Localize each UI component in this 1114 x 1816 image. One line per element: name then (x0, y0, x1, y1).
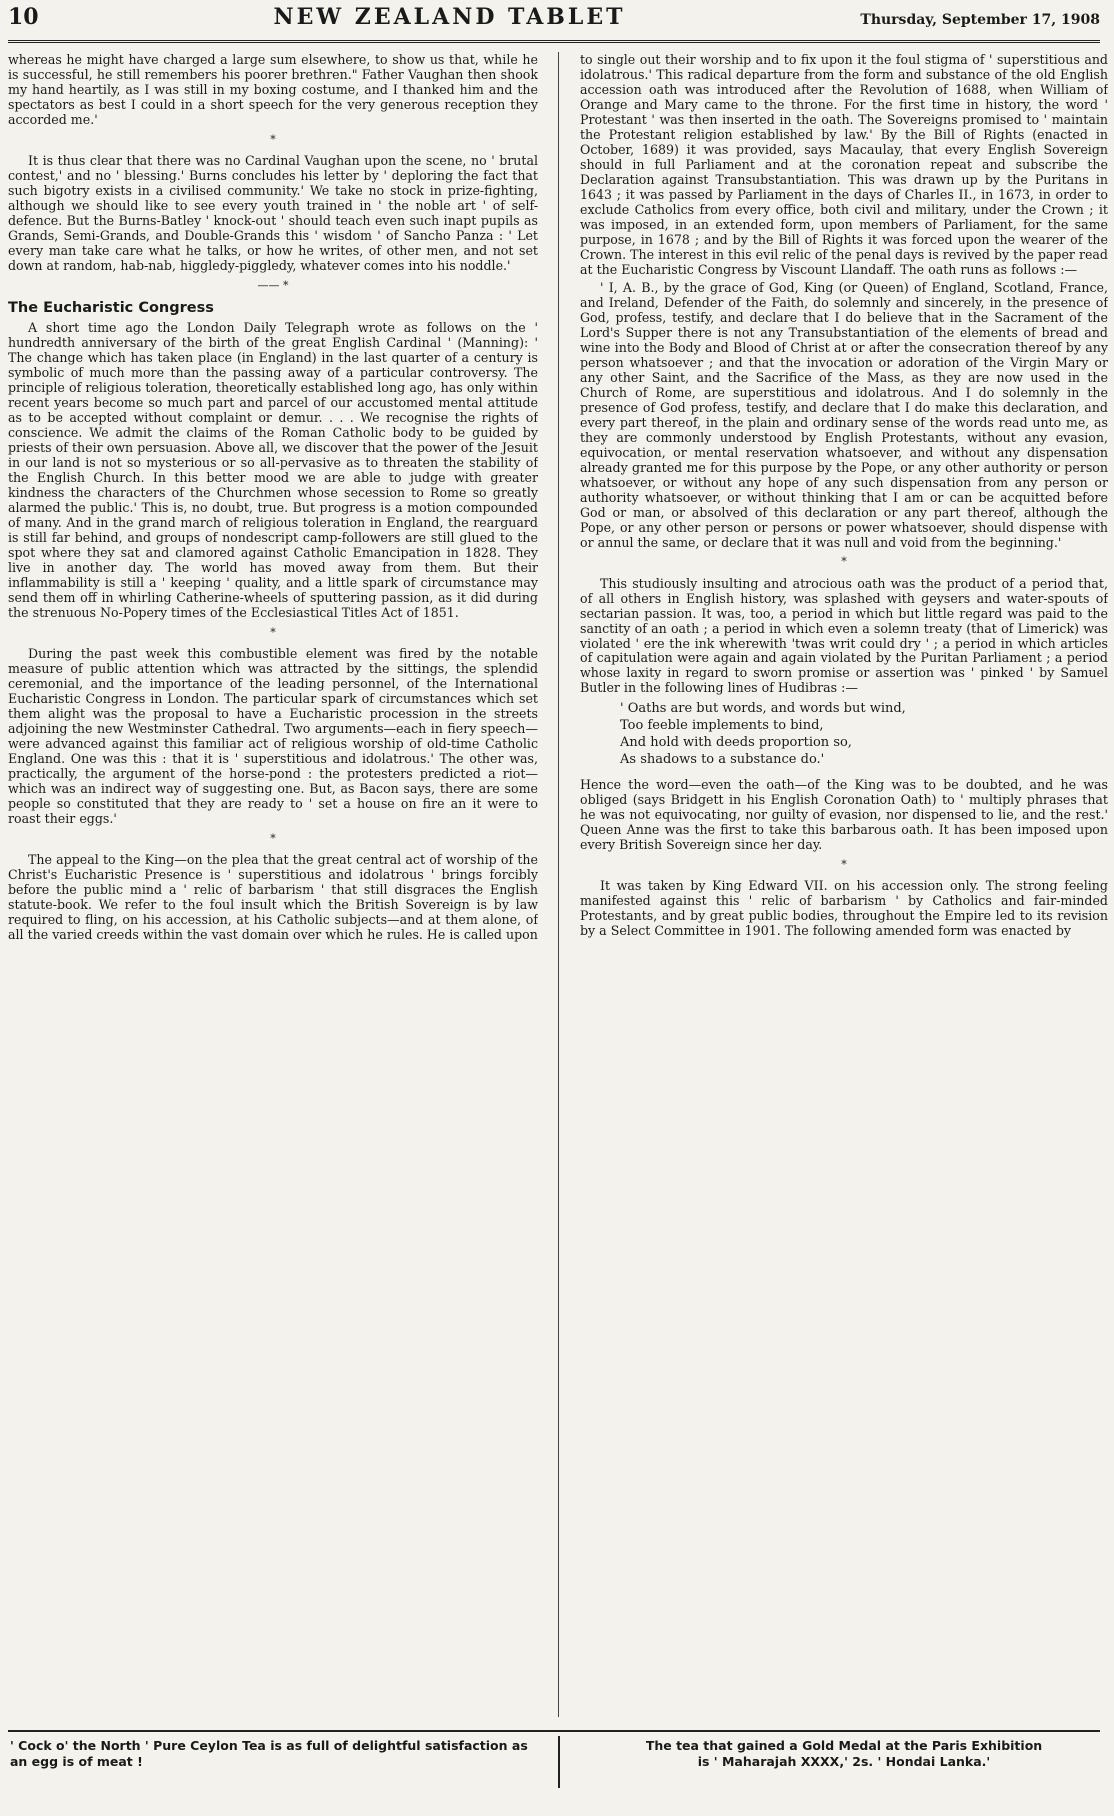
separator-star: * (270, 831, 276, 845)
article-paragraph: During the past week this combustible element was fired by the notable measure of public attention which was attracted by the sittings, the splendid ceremonial, and the importance of the leading personnel, of the International Eucharistic Congress in London. The particular spark of circumstances which set them alight was the proposal to have a Eucharistic procession in the streets adjoining the new Westminster Cathedral. Two arguments—each in fiery speech—were advanced against this familiar act of religious worship of old-time Catholic England. One was this : that it is ' superstitious and idolatrous.' The other was, practically, the argument of the horse-pond : the protesters predicted a riot—which was an indirect way of suggesting one. But, as Bacon says, there are some people so constituted that they are ready to ' set a house on fire an it were to roast their eggs.' (8, 645, 538, 826)
page-number: 10 (8, 4, 39, 30)
tea-advert-right (584, 1738, 1104, 1771)
section-heading: The Eucharistic Congress (8, 299, 214, 316)
verse-line: ' Oaths are but words, and words but wind, (620, 701, 906, 717)
article-paragraph: A short time ago the London Daily Telegraph wrote as follows on the ' hundredth anniversary of the birth of the great English Cardinal ' (Manning): ' The change which has taken place (in England) in the last quarter of a century is symbolic of much more than the passing away of a particular controversy. The principle of religious toleration, theoretically established long ago, has only within recent years become so much part and parcel of our accustomed mental attitude as to be accepted without complaint or demur. . . . We recognise the rights of conscience. We admit the claims of the Roman Catholic body to be guided by priests of their own persuasion. Above all, we discover that the power of the Jesuit in our land is not so mysterious or so all-pervasive as to threaten the stability of the English Church. In this better mood we are able to judge with greater kindness the characters of the Churchmen whose secession to Rome so greatly alarmed the public.' This is, no doubt, true. But progress is a motion compounded of many. And in the grand march of religious toleration in England, the rearguard is still far behind, and groups of nondescript camp-followers are still glued to the spot where they sat and clamored against Catholic Emancipation in 1828. They live in another day. The world has moved away from them. But their inflammability is still a ' keeping ' quality, and a little spark of circumstance may send them off in whirling Catherine-wheels of sputtering passion, as it did during the strenuous No-Popery times of the Ecclesiastical Titles Act of 1851. (8, 320, 538, 620)
publication-title: NEW ZEALAND TABLET (273, 4, 626, 30)
article-paragraph: to single out their worship and to fix upon it the foul stigma of ' superstitious and idolatrous.' This radical departure from the form and substance of the old English accession oath was introduced after the Revolution of 1688, when William of Orange and Mary came to the throne. For the first time in history, the word ' Protestant ' was then inserted in the oath. The Sovereigns promised to ' maintain the Protestant religion established by law.' By the Bill of Rights (enacted in October, 1689) it was provided, says Macaulay, that every English Sovereign should in full Parliament and at the coronation repeat and subscribe the Declaration against Transubstantiation. This was drawn up by the Puritans in 1643 ; it was passed by Parliament in the days of Charles II., in 1673, in order to exclude Catholics from every office, both civil and military, under the Crown ; it was imposed, in an extended form, upon members of Parliament, for the same purpose, in 1678 ; and by the Bill of Rights it was forced upon the wearer of the Crown. The interest in this evil relic of the penal days is revived by the paper read at the Eucharistic Congress by Viscount Llandaff. The oath runs as follows :— (580, 52, 1108, 277)
oath-text: ' I, A. B., by the grace of God, King (or Queen) of England, Scotland, France, and Ireland, Defender of the Faith, do solemnly and sincerely, in the presence of God, profess, testify, and declare that I do believe that in the Sacrament of the Lord's Supper there is not any Transubstantiation of the elements of bread and wine into the Body and Blood of Christ at or after the consecration thereof by any person whatsoever ; and that the invocation or adoration of the Virgin Mary or any other Saint, and the Sacrifice of the Mass, as they are now used in the Church of Rome, are superstitious and idolatrous. And I do solemnly in the presence of God profess, testify, and declare that I do make this declaration, and every part thereof, in the plain and ordinary sense of the words read unto me, as they are commonly understood by English Protestants, without any evasion, equivocation, or mental reservation whatsoever, and without any dispensation already granted me for this purpose by the Pope, or any other authority or person whatsoever, or without any hope of any such dispensation from any person or authority whatsoever, or without thinking that I am or can be acquitted before God or man, or absolved of this declaration or any part thereof, although the Pope, or any other person or persons or power whatsoever, should dispense with or annul the same, or declare that it was null and void from the beginning.' (580, 279, 1108, 550)
advert-divider (558, 1736, 560, 1788)
advert-line: The tea that gained a Gold Medal at the Paris Exhibition (645, 1738, 1043, 1753)
tea-advert-left: ' Cock o' the North ' Pure Ceylon Tea is as full of delightful satisfaction as an egg is of meat ! (10, 1738, 528, 1770)
separator-star: * (841, 555, 847, 569)
article-paragraph: whereas he might have charged a large sum elsewhere, to show us that, while he is successful, he still remembers his poorer brethren." Father Vaughan then shook my hand heartily, as I was still in my boxing costume, and I thanked him and the spectators as best I could in a short speech for the very generous reception they accorded me.' (8, 52, 538, 127)
footer-rule (8, 1730, 1100, 1732)
issue-date: Thursday, September 17, 1908 (860, 12, 1100, 28)
hudibras-verse (620, 701, 1108, 769)
article-paragraph: It was taken by King Edward VII. on his accession only. The strong feeling manifested against this ' relic of barbarism ' by Catholics and fair-minded Protestants, and by great public bodies, throughout the Empire led to its revision by a Select Committee in 1901. The following amended form was enacted by (580, 878, 1108, 938)
article-paragraph: This studiously insulting and atrocious oath was the product of a period that, of all others in English history, was splashed with geysers and water-spouts of sectarian passion. It was, too, a period in which but little regard was paid to the sanctity of an oath ; a period in which even a solemn treaty (that of Limerick) was violated ' ere the ink wherewith 'twas writ could dry ' ; a period in which articles of capitulation were again and again violated by the Puritan Parliament ; a period whose laxity in regard to sworn promise or assertion was ' pinked ' by Samuel Butler in the following lines of Hudibras :— (580, 575, 1108, 696)
left-column (8, 52, 538, 1717)
separator-dash-star: —— * (257, 278, 289, 292)
right-column (580, 52, 1108, 1717)
column-rule (558, 52, 559, 1717)
verse-line: Too feeble implements to bind, (620, 718, 824, 734)
masthead (8, 4, 1100, 43)
separator-star: * (841, 857, 847, 871)
article-paragraph: It is thus clear that there was no Cardinal Vaughan upon the scene, no ' brutal contest,' and no ' blessing.' Burns concludes his letter by ' deploring the fact that such bigotry exists in a civilised community.' We take no stock in prize-fighting, although we should like to see every youth trained in ' the noble art ' of self-defence. But the Burns-Batley ' knock-out ' should teach even such inapt pupils as Grands, Semi-Grands, and Double-Grands this ' wisdom ' of Sancho Panza : ' Let every man take care what he talks, or how he writes, of other men, and not set down at random, hab-nab, higgledy-piggledy, whatever comes into his noddle.' (8, 153, 538, 273)
separator-star: * (270, 132, 276, 146)
article-paragraph: The appeal to the King—on the plea that the great central act of worship of the Christ's Eucharistic Presence is ' superstitious and idolatrous ' brings forcibly before the public mind a ' relic of barbarism ' that still disgraces the English statute-book. We refer to the foul insult which the British Sovereign is by law required to fling, on his accession, at his Catholic subjects—and at them alone, of all the varied creeds within the vast domain over which he rules. He is called upon (8, 851, 538, 942)
separator-star: * (270, 625, 276, 639)
verse-line: And hold with deeds proportion so, (620, 735, 852, 751)
article-paragraph: Hence the word—even the oath—of the King was to be doubted, and he was obliged (says Bridgett in his English Coronation Oath) to ' multiply phrases that he was not equivocating, nor guilty of evasion, nor dispensed to lie, and the rest.' Queen Anne was the first to take this barbarous oath. It has been imposed upon every British Sovereign since her day. (580, 777, 1108, 852)
advert-line: is ' Maharajah XXXX,' 2s. ' Hondai Lanka.' (697, 1754, 991, 1770)
verse-line: As shadows to a substance do.' (620, 752, 825, 768)
